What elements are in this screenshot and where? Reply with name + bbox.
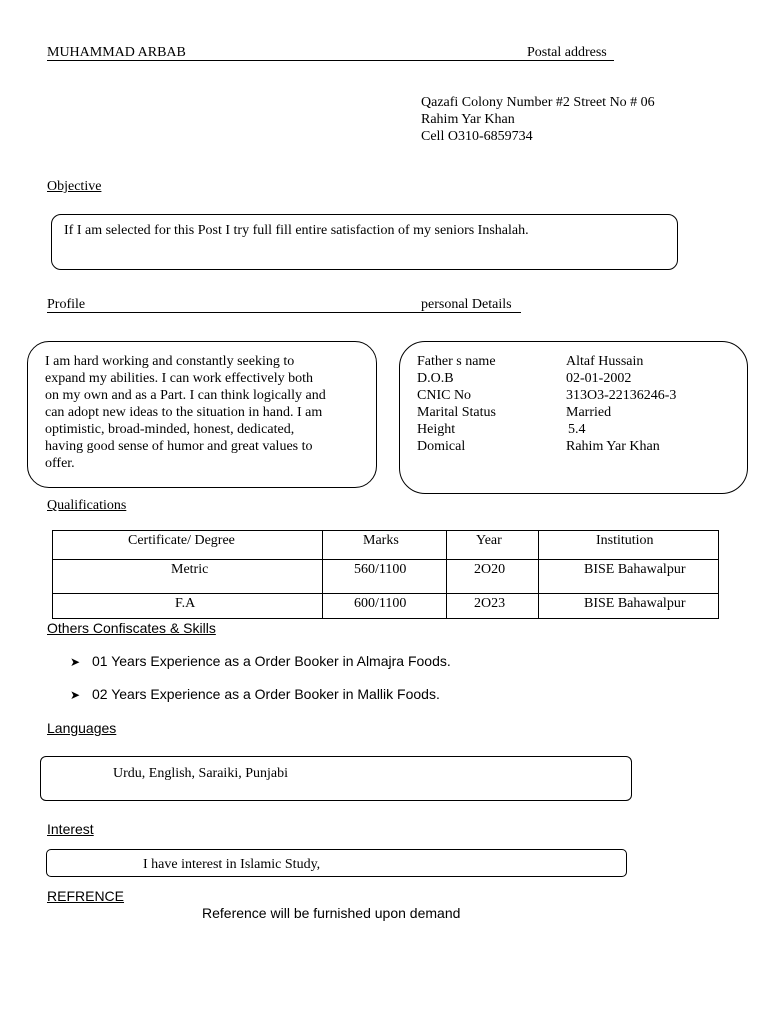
profile-line: having good sense of humor and great values to <box>45 439 313 454</box>
personal-label-father: Father s name <box>417 354 496 369</box>
profile-line: can adopt new ideas to the situation in hand. I am <box>45 405 323 420</box>
table-cell-degree: Metric <box>53 560 323 594</box>
table-cell-institution: BISE Bahawalpur <box>539 560 719 594</box>
languages-heading: Languages <box>47 720 117 736</box>
languages-text: Urdu, English, Saraiki, Punjabi <box>113 766 288 781</box>
personal-value-domical: Rahim Yar Khan <box>566 439 660 454</box>
table-header-row <box>53 531 719 560</box>
profile-line: optimistic, broad-minded, honest, dedicated, <box>45 422 295 437</box>
profile-box <box>27 341 377 488</box>
interest-text: I have interest in Islamic Study, <box>143 857 321 872</box>
personal-label-height: Height <box>417 422 456 437</box>
personal-value-height: 5.4 <box>568 422 586 437</box>
column-header-marks: Marks <box>323 531 447 560</box>
personal-value-father: Altaf Hussain <box>566 354 644 369</box>
address-cell: Cell O310-6859734 <box>421 129 533 144</box>
objective-heading: Objective <box>47 179 102 194</box>
profile-heading: Profile <box>47 297 86 312</box>
postal-address-block <box>421 94 655 145</box>
reference-heading: REFRENCE <box>47 888 125 904</box>
table-row <box>53 560 719 594</box>
profile-line: on my own and as a Part. I can think logically and <box>45 388 326 403</box>
table-cell-degree: F.A <box>53 594 323 619</box>
table-cell-year: 2O23 <box>447 594 539 619</box>
arrow-bullet-icon: ➤ <box>70 655 81 669</box>
interest-box <box>46 849 627 877</box>
personal-label-marital: Marital Status <box>417 405 496 420</box>
reference-text: Reference will be furnished upon demand <box>202 905 461 921</box>
interest-heading: Interest <box>47 821 94 837</box>
personal-labels <box>417 353 496 455</box>
postal-address-label: Postal address <box>527 45 607 60</box>
skill-text: 01 Years Experience as a Order Booker in Almajra Foods. <box>92 653 451 669</box>
profile-line: I am hard working and constantly seeking to <box>45 354 295 369</box>
table-cell-year: 2O20 <box>447 560 539 594</box>
profile-line: expand my abilities. I can work effectively both <box>45 371 313 386</box>
profile-text <box>45 353 326 472</box>
list-item <box>70 653 451 671</box>
personal-values <box>566 353 676 455</box>
column-header-year: Year <box>447 531 539 560</box>
profile-underline <box>47 312 521 313</box>
column-header-institution: Institution <box>539 531 719 560</box>
table-cell-marks: 600/1100 <box>323 594 447 619</box>
list-item <box>70 686 440 704</box>
skills-heading: Others Confiscates & Skills <box>47 620 216 636</box>
objective-box <box>51 214 678 270</box>
qualifications-heading: Qualifications <box>47 498 127 513</box>
personal-value-marital: Married <box>566 405 612 420</box>
personal-value-dob: 02-01-2002 <box>566 371 632 386</box>
personal-details-heading: personal Details <box>421 297 512 312</box>
address-line: Qazafi Colony Number #2 Street No # 06 <box>421 95 655 110</box>
skill-text: 02 Years Experience as a Order Booker in Mallik Foods. <box>92 686 440 702</box>
column-header-certificate: Certificate/ Degree <box>53 531 323 560</box>
applicant-name: MUHAMMAD ARBAB <box>47 45 186 60</box>
table-cell-marks: 560/1100 <box>323 560 447 594</box>
personal-label-dob: D.O.B <box>417 371 454 386</box>
personal-label-domical: Domical <box>417 439 466 454</box>
languages-box <box>40 756 632 801</box>
arrow-bullet-icon: ➤ <box>70 688 81 702</box>
personal-label-cnic: CNIC No <box>417 388 472 403</box>
personal-value-cnic: 313O3-22136246-3 <box>566 388 677 403</box>
table-cell-institution: BISE Bahawalpur <box>539 594 719 619</box>
table-row <box>53 594 719 619</box>
objective-text: If I am selected for this Post I try full fill entire satisfaction of my seniors Inshalah. <box>64 223 529 238</box>
header-underline <box>47 60 614 61</box>
qualifications-table <box>52 530 719 619</box>
address-city: Rahim Yar Khan <box>421 112 515 127</box>
profile-line: offer. <box>45 456 75 471</box>
personal-details-box <box>399 341 748 494</box>
